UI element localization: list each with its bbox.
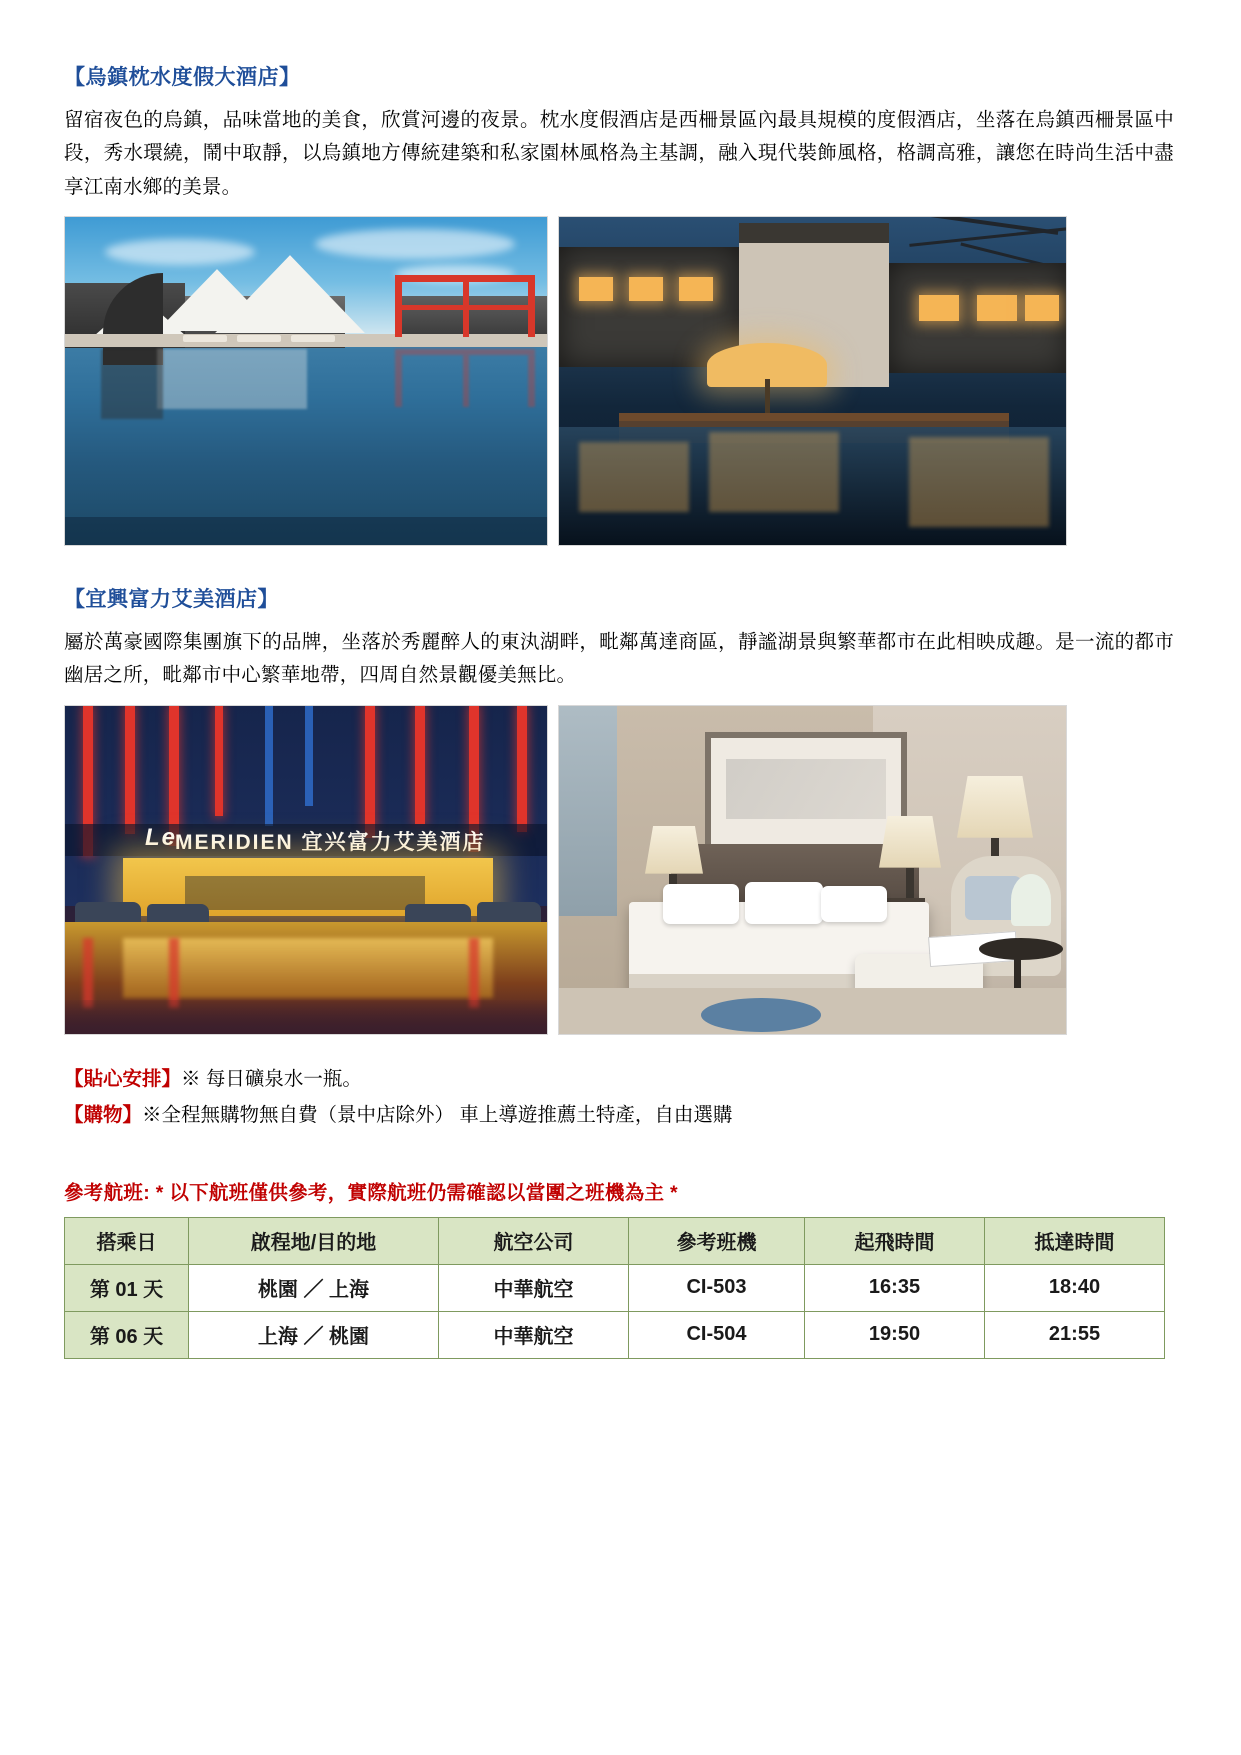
flight-row-1-arrival: 18:40: [985, 1264, 1165, 1311]
lit-window: [579, 277, 613, 301]
pergola-reflection: [528, 355, 535, 407]
umbrella-pole: [765, 379, 770, 413]
pool-edge: [65, 1000, 547, 1034]
lit-window: [919, 295, 959, 321]
flight-table: [64, 1217, 1165, 1359]
flight-row-2-departure: 19:50: [805, 1311, 985, 1358]
note-line-2: [64, 1097, 1174, 1133]
flight-row-1-departure: 16:35: [805, 1264, 985, 1311]
lit-window: [1025, 295, 1059, 321]
flight-col-header-airline: 航空公司: [439, 1217, 629, 1264]
red-pergola-rail: [395, 305, 535, 310]
stripe-reflection: [169, 938, 179, 1008]
flight-row-1-route: 桃園 ／ 上海: [189, 1264, 439, 1311]
water-foreground: [65, 517, 547, 545]
flight-col-header-departure: 起飛時間: [805, 1217, 985, 1264]
pool-lounger: [183, 335, 227, 342]
stripe-reflection: [83, 938, 93, 1008]
flight-col-header-day: 搭乘日: [65, 1217, 189, 1264]
cloud-shape: [105, 239, 255, 265]
bed-pillow: [663, 884, 739, 924]
facade-light-stripe: [215, 706, 223, 816]
orchid-plant: [1011, 874, 1051, 926]
lit-window: [977, 295, 1017, 321]
section-1-image-row: [64, 216, 1174, 546]
pergola-reflection: [463, 355, 469, 407]
flight-section-title: 參考航班: * 以下航班僅供參考，實際航班仍需確認以當團之班機為主 *: [64, 1181, 678, 1204]
facade-light-stripe: [265, 706, 273, 826]
table-lamp-base: [906, 868, 914, 898]
note-text-2: ※全程無購物無自費（景中店除外） 車上導遊推薦土特產，自由選購: [142, 1103, 733, 1126]
note-tag-2: 【購物】: [64, 1103, 143, 1126]
facade-light-stripe: [517, 706, 527, 832]
cloud-shape: [315, 229, 515, 259]
flight-row-2-airline: 中華航空: [439, 1311, 629, 1358]
section-2-image-row: [64, 705, 1174, 1035]
flight-col-header-route: 啟程地/目的地: [189, 1217, 439, 1264]
section-1-paragraph: 留宿夜色的烏鎮，品味當地的美食，欣賞河邊的夜景。枕水度假酒店是西柵景區內最具規模的度假酒店，坐落在烏鎮西柵景區中段，秀水環繞，鬧中取靜，以烏鎮地方傳統建築和私家園林風格為主基調，融入現代裝飾風格，格調高雅，讓您在時尚生活中盡享江南水鄉的美景。: [64, 108, 1174, 198]
riverside-house: [559, 247, 739, 367]
roof-ridge: [739, 223, 889, 243]
facade-light-stripe: [415, 706, 425, 824]
facade-light-stripe: [365, 706, 375, 838]
flight-row-1-day: 第 01 天: [65, 1264, 189, 1311]
structure-reflection: [101, 349, 163, 419]
umbrella-reflection: [709, 432, 839, 512]
wall-artwork: [705, 732, 907, 852]
table-lamp-shade: [879, 816, 941, 868]
lit-window: [629, 277, 663, 301]
stripe-reflection: [469, 938, 479, 1008]
bed-pillow: [745, 882, 823, 924]
flight-col-header-arrival: 抵達時間: [985, 1217, 1165, 1264]
pergola-reflection: [395, 355, 402, 407]
room-window: [559, 706, 617, 916]
flight-col-header-flightno: 參考班機: [629, 1217, 805, 1264]
flight-row-2-arrival: 21:55: [985, 1311, 1165, 1358]
note-text-1: ※ 每日礦泉水一瓶。: [181, 1067, 362, 1090]
note-tag-1: 【貼心安排】: [64, 1067, 182, 1090]
flight-row-1-airline: 中華航空: [439, 1264, 629, 1311]
wuzhen-riverside-night-photo: [558, 216, 1067, 546]
table-row: [65, 1311, 1165, 1358]
floor-lamp-shade: [957, 776, 1033, 838]
entrance-doorway: [185, 876, 425, 910]
le-meridien-facade-photo: [64, 705, 548, 1035]
document-content: [64, 62, 1174, 1359]
section-1-heading: 【烏鎮枕水度假大酒店】: [64, 66, 301, 89]
flight-table-header-row: [65, 1217, 1165, 1264]
hotel-logo-text: MERIDIEN 宜兴富力艾美酒店: [175, 830, 486, 854]
facade-light-stripe: [125, 706, 135, 834]
riverside-fence: [619, 413, 1009, 421]
flight-row-2-route: 上海 ／ 桃園: [189, 1311, 439, 1358]
wuzhen-rooftop-pool-photo: [64, 216, 548, 546]
sail-reflection: [157, 349, 307, 409]
pool-lounger: [237, 335, 281, 342]
window-reflection: [579, 442, 689, 512]
note-line-1: [64, 1061, 1174, 1097]
table-lamp-shade: [645, 826, 703, 874]
pool-lounger: [291, 335, 335, 342]
le-meridien-guestroom-photo: [558, 705, 1067, 1035]
facade-light-stripe: [305, 706, 313, 806]
flight-row-2-day: 第 06 天: [65, 1311, 189, 1358]
side-table: [979, 938, 1063, 960]
hotel-logo-mark: Le: [145, 823, 178, 851]
window-reflection: [909, 437, 1049, 527]
blue-rug: [701, 998, 821, 1032]
lit-window: [679, 277, 713, 301]
section-2-heading: 【宜興富力艾美酒店】: [64, 588, 279, 612]
section-2-paragraph: 屬於萬豪國際集團旗下的品牌，坐落於秀麗醉人的東汍湖畔，毗鄰萬達商區，靜謐湖景與繁華都市在此相映成趣。是一流的都市幽居之所，毗鄰市中心繁華地帶，四周自然景觀優美無比。: [64, 630, 1174, 687]
table-row: [65, 1264, 1165, 1311]
bed-pillow: [821, 886, 887, 922]
notes-block: [64, 1061, 1174, 1133]
flight-row-2-flightno: CI-504: [629, 1311, 805, 1358]
flight-row-1-flightno: CI-503: [629, 1264, 805, 1311]
